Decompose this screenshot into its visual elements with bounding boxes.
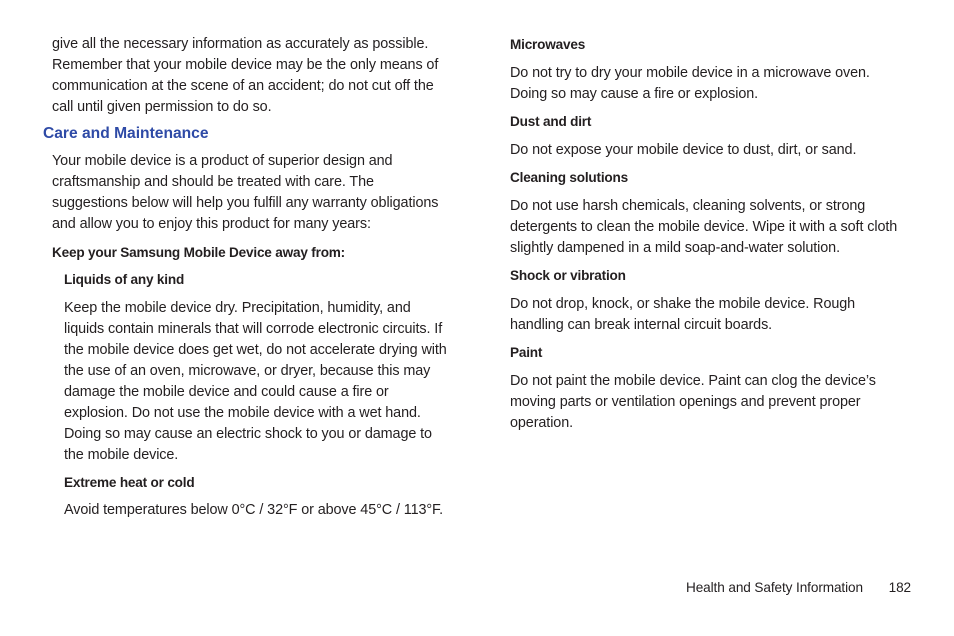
heat-heading: Extreme heat or cold (64, 475, 195, 490)
keep-away-list (64, 271, 452, 521)
cleaning-heading: Cleaning solutions (510, 170, 628, 185)
shock-heading: Shock or vibration (510, 268, 626, 283)
footer-section-name: Health and Safety Information (686, 580, 863, 595)
dust-paragraph: Do not expose your mobile device to dust, dirt, or sand. (510, 142, 857, 158)
keep-away-heading: Keep your Samsung Mobile Device away from: (52, 245, 346, 260)
paint-heading: Paint (510, 345, 543, 360)
page-footer (686, 578, 911, 598)
page-number: 182 (888, 580, 912, 595)
heat-paragraph: Avoid temperatures below 0°C / 32°F or above 45°C / 113°F. (64, 502, 444, 518)
dust-heading: Dust and dirt (510, 114, 592, 129)
intro-paragraph: give all the necessary information as accurately as possible. Remember that your mobile device may be the only means of communication at the scene of an accident; do not cut off the call until given permission to do so. (52, 36, 439, 115)
section-heading-care-maintenance: Care and Maintenance (43, 125, 209, 142)
microwaves-paragraph: Do not try to dry your mobile device in a microwave oven. Doing so may cause a fire or explosion. (510, 65, 870, 102)
paint-paragraph: Do not paint the mobile device. Paint can clog the device’s moving parts or ventilation openings and prevent proper operation. (510, 373, 876, 431)
liquids-heading: Liquids of any kind (64, 272, 185, 287)
microwaves-heading: Microwaves (510, 37, 586, 52)
section-intro-paragraph: Your mobile device is a product of superior design and craftsmanship and should be treated with care. The suggestions below will help you fulfill any warranty obligations and allow you to enjoy this product for many years: (52, 153, 439, 232)
cleaning-paragraph: Do not use harsh chemicals, cleaning solvents, or strong detergents to clean the mobile device. Wipe it with a soft cloth slightly dampened in a mild soap-and-water solution. (510, 198, 898, 256)
left-column (43, 34, 452, 521)
liquids-paragraph: Keep the mobile device dry. Precipitation, humidity, and liquids contain minerals that will corrode electronic circuits. If the mobile device does get wet, do not accelerate drying with the use of an oven, microwave, or dryer, because this may damage the mobile device and could cause a fire or explosion. Do not use the mobile device with a wet hand. Doing so may cause an electric shock to you or damage to the mobile device. (64, 300, 447, 463)
shock-paragraph: Do not drop, knock, or shake the mobile device. Rough handling can break internal circuit boards. (510, 296, 856, 333)
right-column (510, 34, 902, 434)
